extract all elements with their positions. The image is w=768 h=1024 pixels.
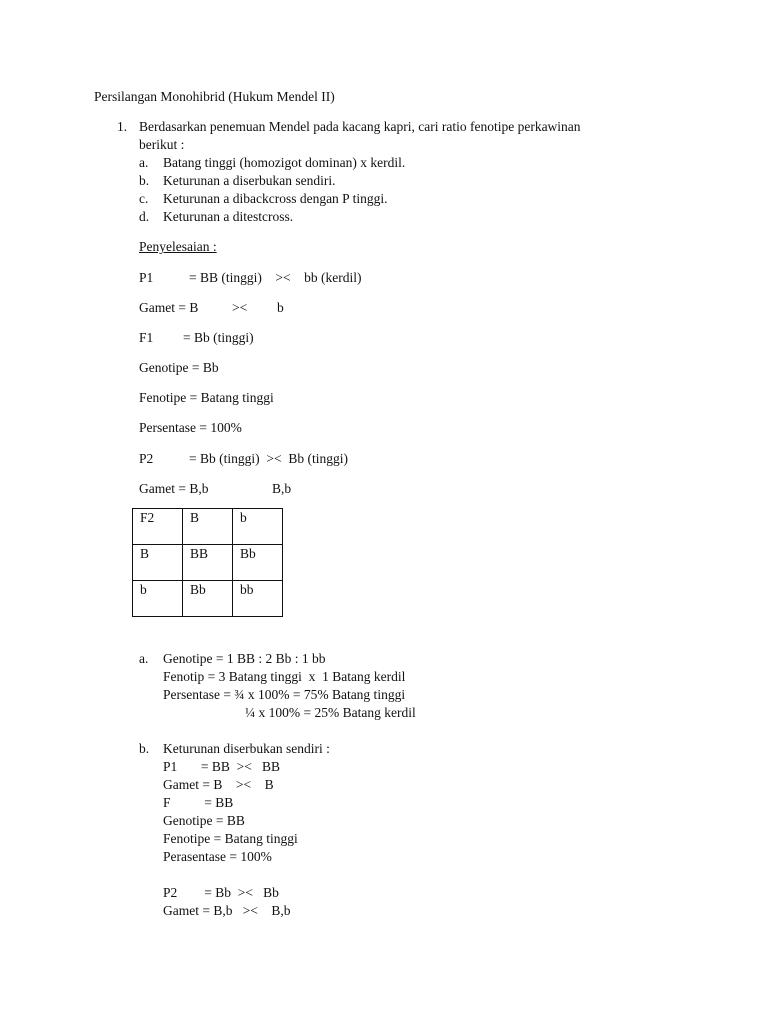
- question-number: 1.: [117, 119, 128, 134]
- answer-a-fenotip: Fenotip = 3 Batang tinggi x 1 Batang kerdil: [163, 669, 406, 684]
- document-title: Persilangan Monohibrid (Hukum Mendel II): [94, 89, 335, 104]
- f1-value: = Bb (tinggi): [183, 330, 254, 345]
- answer-b-gamet2: Gamet = B,b >< B,b: [163, 903, 291, 918]
- answer-a-persentase: Persentase = ¾ x 100% = 75% Batang tinggi: [163, 687, 406, 702]
- table-row: [133, 581, 283, 617]
- question-text-line2: berikut :: [139, 137, 185, 152]
- item-text-d: Keturunan a ditestcross.: [163, 209, 294, 224]
- answer-b-gamet: Gamet = B >< B: [163, 777, 274, 792]
- persentase-line: Persentase = 100%: [139, 420, 242, 435]
- punnett-square: [132, 508, 283, 617]
- table-cell: Bb: [183, 581, 233, 617]
- table-row: [133, 509, 283, 545]
- p2-label: P2: [139, 451, 154, 466]
- answer-b-f: F = BB: [163, 795, 234, 810]
- answer-b-genotipe: Genotipe = BB: [163, 813, 245, 828]
- answer-a-letter: a.: [139, 651, 149, 666]
- answer-b-p2: P2 = Bb >< Bb: [163, 885, 279, 900]
- table-cell: bb: [233, 581, 283, 617]
- table-cell: F2: [133, 509, 183, 545]
- gamet1-label: Gamet = B: [139, 300, 199, 315]
- table-cell: B: [183, 509, 233, 545]
- item-letter-a: a.: [139, 155, 149, 170]
- table-cell: BB: [183, 545, 233, 581]
- answer-b-persentase: Perasentase = 100%: [163, 849, 272, 864]
- item-text-a: Batang tinggi (homozigot dominan) x kerdil.: [163, 155, 406, 170]
- f1-label: F1: [139, 330, 154, 345]
- answer-b-p1: P1 = BB >< BB: [163, 759, 280, 774]
- gamet2-label: Gamet = B,b: [139, 481, 209, 496]
- table-cell: b: [233, 509, 283, 545]
- answer-b-fenotipe: Fenotipe = Batang tinggi: [163, 831, 298, 846]
- gamet2-right: B,b: [272, 481, 292, 496]
- fenotipe-line: Fenotipe = Batang tinggi: [139, 390, 274, 405]
- answer-b-letter: b.: [139, 741, 150, 756]
- gamet1-cross: ><: [232, 300, 248, 315]
- table-cell: B: [133, 545, 183, 581]
- item-letter-d: d.: [139, 209, 150, 224]
- answer-b-heading: Keturunan diserbukan sendiri :: [163, 741, 330, 756]
- table-cell: b: [133, 581, 183, 617]
- item-text-c: Keturunan a dibackcross dengan P tinggi.: [163, 191, 388, 206]
- item-letter-c: c.: [139, 191, 149, 206]
- genotipe-line: Genotipe = Bb: [139, 360, 219, 375]
- item-text-b: Keturunan a diserbukan sendiri.: [163, 173, 336, 188]
- answer-a-genotipe: Genotipe = 1 BB : 2 Bb : 1 bb: [163, 651, 326, 666]
- table-row: [133, 545, 283, 581]
- p1-label: P1: [139, 270, 154, 285]
- answer-a-persentase-kerdil: ¼ x 100% = 25% Batang kerdil: [245, 705, 416, 720]
- solution-heading: Penyelesaian :: [139, 239, 217, 254]
- gamet1-right: b: [277, 300, 284, 315]
- question-text-line1: Berdasarkan penemuan Mendel pada kacang kapri, cari ratio fenotipe perkawinan: [139, 119, 581, 134]
- table-cell: Bb: [233, 545, 283, 581]
- item-letter-b: b.: [139, 173, 150, 188]
- p2-value: = Bb (tinggi) >< Bb (tinggi): [189, 451, 348, 466]
- p1-value: = BB (tinggi) >< bb (kerdil): [189, 270, 362, 285]
